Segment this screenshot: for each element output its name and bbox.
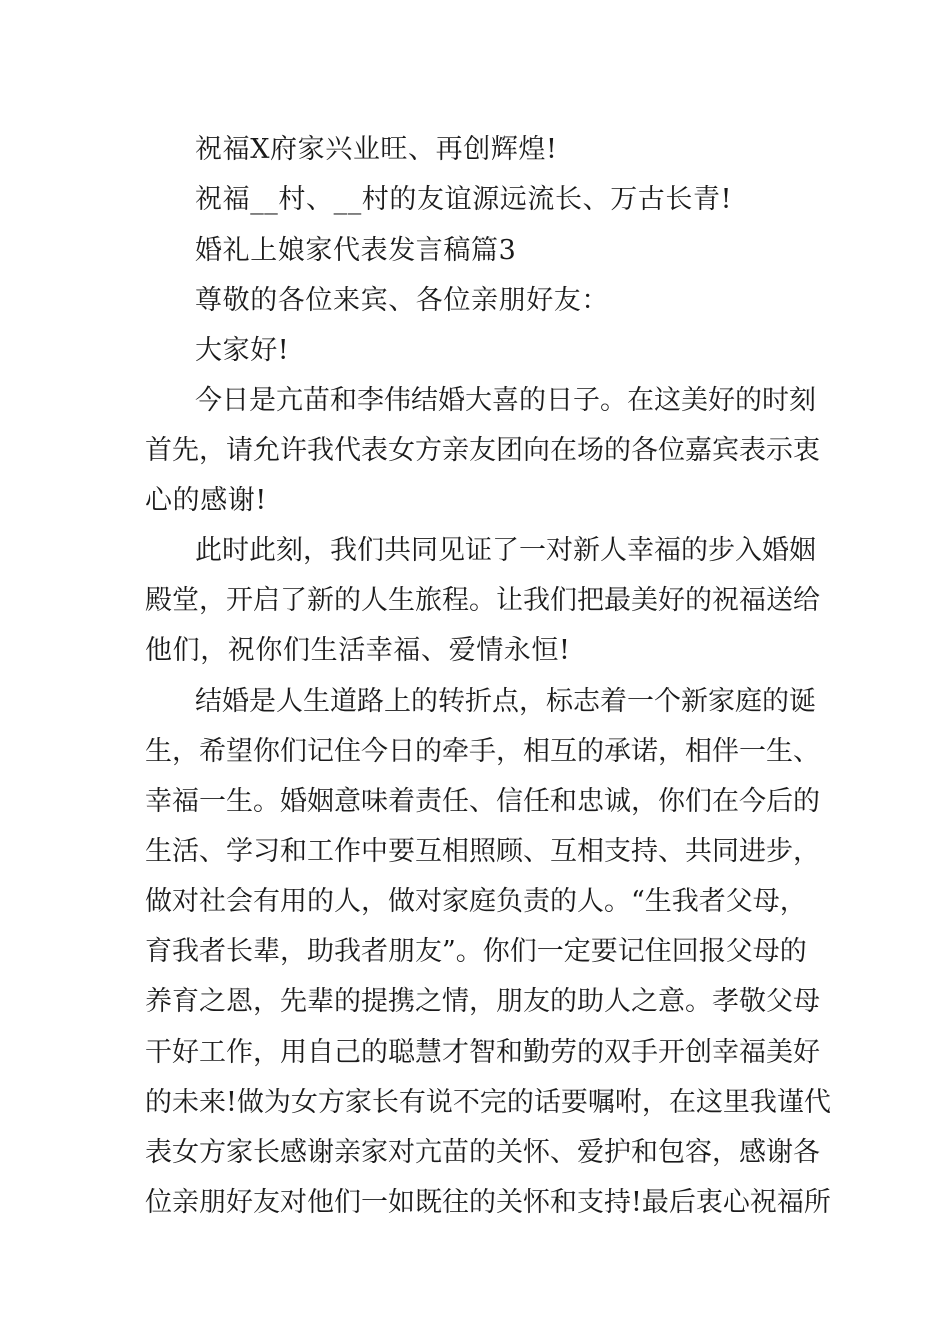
section-heading: 婚礼上娘家代表发言稿篇3 — [195, 235, 517, 266]
paragraph-line: 生，希望你们记住今日的牵手，相互的承诺，相伴一生、 — [145, 736, 820, 767]
paragraph-line: 幸福一生。婚姻意味着责任、信任和忠诚，你们在今后的 — [145, 786, 820, 817]
paragraph-line: 干好工作，用自己的聪慧才智和勤劳的双手开创幸福美好 — [145, 1037, 820, 1068]
salutation: 尊敬的各位来宾、各位亲朋好友： — [195, 285, 609, 316]
paragraph-line: 表女方家长感谢亲家对亢苗的关怀、爱护和包容，感谢各 — [145, 1137, 820, 1168]
paragraph-line: 他们，祝你们生活幸福、爱情永恒! — [145, 635, 571, 666]
paragraph-line: 此时此刻，我们共同见证了一对新人幸福的步入婚姻 — [195, 535, 816, 566]
paragraph-line: 心的感谢! — [145, 485, 267, 516]
paragraph-line: 结婚是人生道路上的转折点，标志着一个新家庭的诞 — [195, 686, 816, 717]
greeting: 大家好! — [195, 335, 290, 366]
text-line: 祝福__村、__村的友谊源远流长、万古长青! — [195, 184, 733, 215]
paragraph-line: 养育之恩，先辈的提携之情，朋友的助人之意。孝敬父母 — [145, 986, 820, 1017]
paragraph-line: 今日是亢苗和李伟结婚大喜的日子。在这美好的时刻 — [195, 385, 816, 416]
paragraph-line: 的未来!做为女方家长有说不完的话要嘱咐，在这里我谨代 — [145, 1087, 831, 1118]
paragraph-line: 首先，请允许我代表女方亲友团向在场的各位嘉宾表示衷 — [145, 435, 820, 466]
paragraph-line: 育我者长辈，助我者朋友”。你们一定要记住回报父母的 — [145, 936, 807, 967]
paragraph-line: 位亲朋好友对他们一如既往的关怀和支持!最后衷心祝福所 — [145, 1187, 831, 1218]
paragraph-line: 殿堂，开启了新的人生旅程。让我们把最美好的祝福送给 — [145, 585, 820, 616]
paragraph-line: 生活、学习和工作中要互相照顾、互相支持、共同进步， — [145, 836, 820, 867]
paragraph-line: 做对社会有用的人，做对家庭负责的人。“生我者父母， — [145, 886, 807, 917]
text-line: 祝福X府家兴业旺、再创辉煌! — [195, 134, 558, 165]
